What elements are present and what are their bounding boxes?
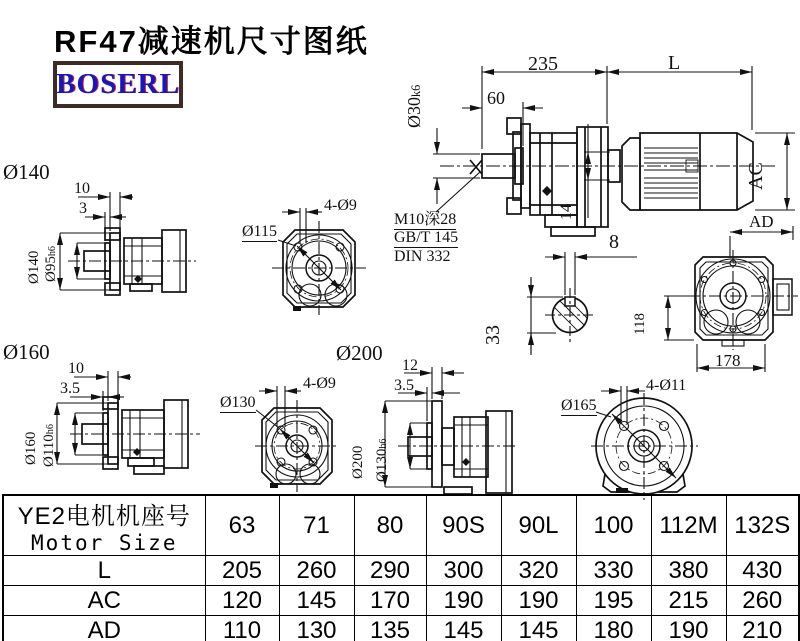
cell: 130 [279,616,354,641]
f140-dim-10: 10 [74,180,90,197]
cell: 205 [205,556,279,586]
dim-L: L [668,52,681,74]
dim-shaft-dia: Ø30k6 [404,84,424,128]
cell: 190 [426,586,501,616]
table-header-row [3,495,799,556]
cell: 210 [726,616,799,641]
table-row-L [3,556,799,586]
brand-logo-text: BOSERL [56,68,180,100]
dim-key-height: 33 [482,325,504,345]
f160-dim-dia: Ø160 [23,431,39,465]
f160-dim-35: 3.5 [60,380,80,397]
motor-size-table [2,494,800,641]
cell: 145 [501,616,576,641]
size-col: 112M [651,495,726,556]
dim-235: 235 [528,53,558,75]
motor-frame-label-cn: YE2电机机座号 [17,503,191,530]
flange160-title: Ø160 [3,340,50,364]
shaft-section-view [527,252,637,355]
cell: 320 [501,556,576,586]
f200-dim-holes: 4-Ø9 [303,375,336,392]
f140-dim-3: 3 [79,200,87,217]
f140-dim-dia: Ø140 [26,250,42,284]
note-gbt145: GB/T 145 [394,229,459,246]
note-tap: M10深28 [394,211,457,228]
oil-plug-mark [542,186,552,196]
cell: 170 [354,586,426,616]
cell: 215 [651,586,726,616]
row-label: AC [3,586,205,616]
table-header-cell [3,495,205,556]
cell: 300 [426,556,501,586]
f160-dim-10: 10 [68,360,84,377]
f200s-dim-12: 12 [402,357,418,374]
cell: 145 [279,586,354,616]
f200s-dim-hub: Ø130h6 [374,438,390,482]
size-col: 90S [426,495,501,556]
row-label: AD [3,616,205,641]
size-col: 100 [576,495,651,556]
flange200-title: Ø200 [336,341,383,365]
f200-dim-bolt-circle: Ø130 [220,394,256,411]
cell: 145 [426,616,501,641]
dim-118: 118 [632,313,648,335]
size-col: 71 [279,495,354,556]
flange165-front-view [591,386,698,500]
cell: 110 [205,616,279,641]
f140-dim-holes: 4-Ø9 [324,197,357,214]
flange140-front-view [272,208,366,315]
f200s-dim-35: 3.5 [394,377,414,394]
row-label: L [3,556,205,586]
motor-frame-label-en: Motor Size [31,531,178,555]
cell: 380 [651,556,726,586]
dim-178: 178 [715,351,741,370]
cell: 135 [354,616,426,641]
flange200-front-view [255,386,339,492]
f165-dim-bolt-circle: Ø165 [561,397,597,414]
size-col: 63 [205,495,279,556]
cell: 190 [651,616,726,641]
dim-60: 60 [487,88,505,108]
cell: 190 [501,586,576,616]
size-col: 80 [354,495,426,556]
cell: 120 [205,586,279,616]
flange140-title: Ø140 [3,160,50,184]
f165-dim-holes: 4-Ø11 [646,377,687,394]
cell: 260 [279,556,354,586]
cell: 260 [726,586,799,616]
cell: 330 [576,556,651,586]
cell: 430 [726,556,799,586]
brand-logo [53,61,183,108]
note-din332: DIN 332 [394,248,451,265]
f140-dim-bolt-circle: Ø115 [242,223,277,240]
dim-AD: AD [749,212,774,231]
cell: 290 [354,556,426,586]
dim-AC: AC [745,162,767,190]
dim-14: 14 [558,204,575,220]
cell: 195 [576,586,651,616]
f200s-dim-dia: Ø200 [350,445,366,479]
size-col: 132S [726,495,799,556]
cell: 180 [576,616,651,641]
page-title: RF47减速机尺寸图纸 [54,24,369,59]
dim-key-width: 8 [609,231,619,253]
table-row-AD [3,616,799,641]
f140-dim-hub: Ø95h6 [43,245,59,282]
f160-dim-hub: Ø110h6 [41,424,57,467]
table-row-AC [3,586,799,616]
size-col: 90L [501,495,576,556]
